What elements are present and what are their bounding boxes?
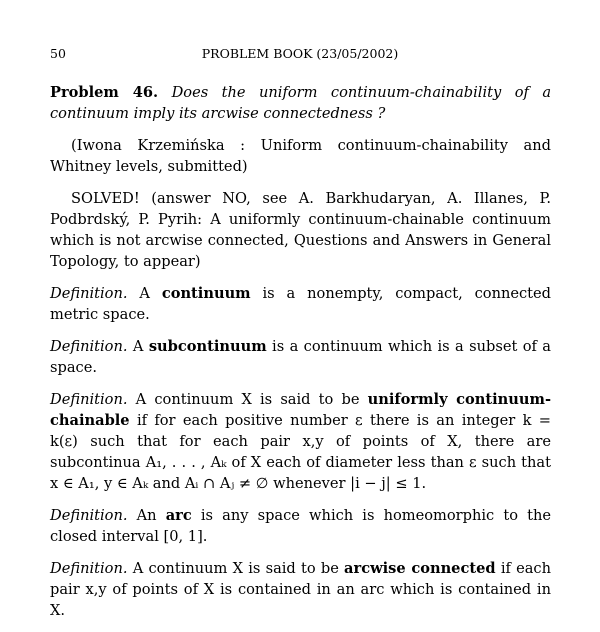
definition-term: arcwise connected — [344, 560, 496, 577]
definition-pre: A — [132, 338, 144, 355]
definition-post: if each pair x,y of points of X is contained in an arc which is contained in X. — [50, 560, 552, 619]
definition-pre: A continuum X is said to be — [135, 391, 360, 408]
definition-uniform — [50, 389, 551, 494]
attribution: (Iwona Krzemińska : Uniform continuum-chainability and Whitney levels, submitted) — [50, 137, 551, 175]
definition-label: Definition. — [50, 560, 128, 577]
definition-term: uniformly continuum-chainable — [50, 391, 552, 429]
definition-arcwise — [50, 558, 551, 621]
definition-pre: A — [139, 285, 150, 302]
definition-label: Definition. — [50, 338, 128, 355]
page-number: 50 — [50, 46, 66, 61]
definition-subcontinuum — [50, 336, 551, 378]
definition-post: if for each positive number ε there is an integer k = k(ε) such that for each pair x,y of points of X, there are subcontinua A₁, . . . , Aₖ of X each of diameter less than ε such that x ∈ A₁, y ∈ Aₖ and Aᵢ ∩ Aⱼ ≠ ∅ whenever |i − j| ≤ 1. — [50, 412, 551, 492]
problem-question: Does the uniform continuum-chainability of a continuum imply its arcwise connectedness ? — [50, 84, 552, 122]
definition-label: Definition. — [50, 285, 128, 302]
problem-statement — [50, 82, 551, 124]
definition-pre: An — [136, 507, 157, 524]
page-body — [50, 82, 551, 632]
definition-label: Definition. — [50, 507, 128, 524]
definition-term: continuum — [161, 285, 251, 302]
definition-continuum — [50, 283, 551, 325]
definition-arc — [50, 505, 551, 547]
problem-label: Problem 46. — [50, 84, 159, 101]
definition-term: subcontinuum — [148, 338, 267, 355]
definition-label: Definition. — [50, 391, 128, 408]
running-title: PROBLEM BOOK (23/05/2002) — [201, 46, 399, 61]
definition-term: arc — [165, 507, 192, 524]
definition-post: is a nonempty, compact, connected metric space. — [50, 285, 552, 323]
definition-post: is a continuum which is a subset of a space. — [50, 338, 552, 376]
definition-post: is any space which is homeomorphic to the closed interval [0, 1]. — [50, 507, 551, 545]
solved-note: SOLVED! (answer NO, see A. Barkhudaryan, A. Illanes, P. Podbrdský, P. Pyrih: A uniformly continuum-chainable continuum which is not arcwise connected, Questions and Answers in General Topology, to appear) — [50, 190, 551, 270]
definition-pre: A continuum X is said to be — [132, 560, 339, 577]
